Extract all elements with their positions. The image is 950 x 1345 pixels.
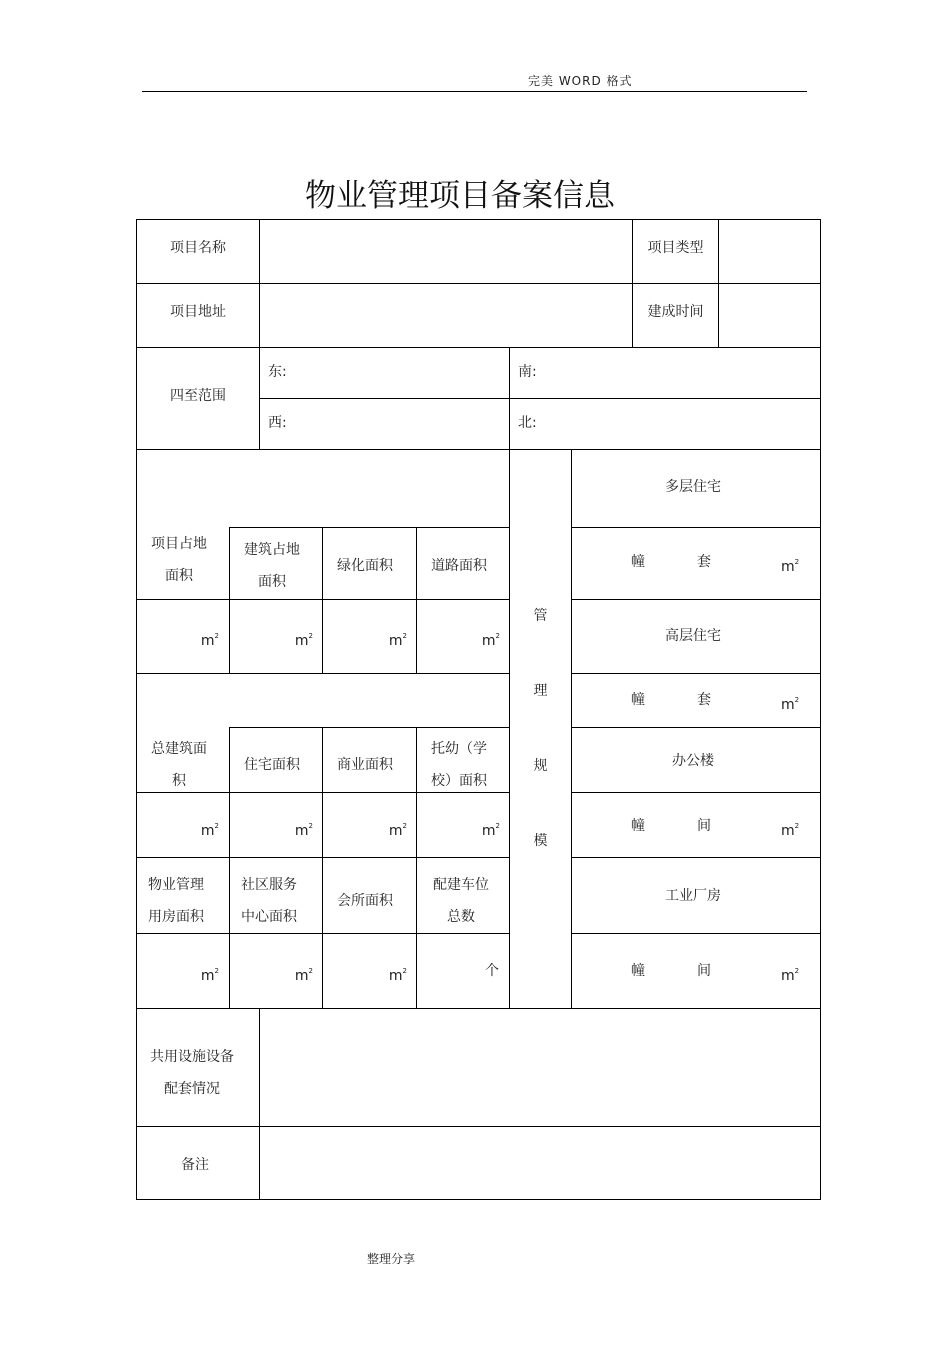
high-rise-bldg-unit: 幢 <box>631 692 645 708</box>
total-construction-unit: $m^2$ <box>200 822 219 839</box>
shared-facilities-label-line1: 共用设施设备 <box>150 1049 234 1065</box>
office-area-unit: $m^2$ <box>781 822 800 839</box>
shared-facilities-label-line2: 配套情况 <box>164 1081 220 1097</box>
factory-area-unit: $m^2$ <box>781 967 800 984</box>
building-footprint-label-line2: 面积 <box>258 574 286 590</box>
rule-h <box>571 527 821 528</box>
rule-v <box>718 219 719 348</box>
road-area-unit: $m^2$ <box>481 632 500 649</box>
high-rise-area-unit: $m^2$ <box>781 696 800 713</box>
table-border-right <box>820 219 821 1200</box>
header-rule <box>142 91 807 92</box>
green-area-label: 绿化面积 <box>337 558 393 574</box>
high-rise-residential-label: 高层住宅 <box>665 628 721 644</box>
community-center-label-line2: 中心面积 <box>241 909 297 925</box>
multi-storey-residential-label: 多层住宅 <box>665 479 721 495</box>
boundary-north: 北: <box>518 415 537 431</box>
page-footer: 整理分享 <box>367 1252 416 1266</box>
boundary-west: 西: <box>268 415 287 431</box>
parking-label-line1: 配建车位 <box>433 877 489 893</box>
high-rise-set-unit: 套 <box>697 692 711 708</box>
green-area-unit: $m^2$ <box>388 632 407 649</box>
rule-h <box>136 673 510 674</box>
building-footprint-unit: $m^2$ <box>294 632 313 649</box>
rule-h <box>136 599 510 600</box>
rule-h <box>136 857 510 858</box>
project-type-label: 项目类型 <box>647 240 704 256</box>
document-title: 物业管理项目备案信息 <box>305 178 615 214</box>
remarks-label: 备注 <box>181 1157 209 1173</box>
road-area-label: 道路面积 <box>431 558 487 574</box>
rule-h <box>571 792 821 793</box>
community-center-label-line1: 社区服务 <box>241 877 297 893</box>
community-center-unit: $m^2$ <box>294 967 313 984</box>
table-border-bottom <box>136 1199 821 1200</box>
rule-v <box>571 449 572 1009</box>
rule-h <box>571 727 821 728</box>
school-area-unit: $m^2$ <box>481 822 500 839</box>
total-construction-label-line1: 总建筑面 <box>151 741 207 757</box>
factory-bldg-unit: 幢 <box>631 963 645 979</box>
land-area-unit: $m^2$ <box>200 632 219 649</box>
rule-h <box>229 527 510 528</box>
rule-h <box>229 727 510 728</box>
rule-h <box>571 933 821 934</box>
office-building-label: 办公楼 <box>672 753 714 769</box>
rule-h <box>259 398 821 399</box>
pm-office-label-line1: 物业管理 <box>148 877 204 893</box>
pm-office-unit: $m^2$ <box>200 967 219 984</box>
office-room-unit: 间 <box>697 818 711 834</box>
land-area-label-line1: 项目占地 <box>151 536 207 552</box>
commercial-area-unit: $m^2$ <box>388 822 407 839</box>
parking-count-unit: 个 <box>485 963 499 979</box>
multi-storey-bldg-unit: 幢 <box>631 554 645 570</box>
industrial-plant-label: 工业厂房 <box>665 888 721 904</box>
scale-label-char-1: 管 <box>533 608 548 624</box>
boundary-label: 四至范围 <box>170 388 226 404</box>
school-area-label-line2: 校）面积 <box>431 773 487 789</box>
rule-h <box>571 673 821 674</box>
factory-room-unit: 间 <box>697 963 711 979</box>
scale-label-char-2: 理 <box>533 683 548 699</box>
pm-office-label-line2: 用房面积 <box>148 909 204 925</box>
multi-storey-set-unit: 套 <box>697 554 711 570</box>
school-area-label-line1: 托幼（学 <box>431 741 487 757</box>
commercial-area-label: 商业面积 <box>337 757 393 773</box>
rule-v <box>259 1008 260 1200</box>
built-time-label: 建成时间 <box>647 304 704 320</box>
rule-v <box>259 219 260 450</box>
rule-h <box>136 1126 821 1127</box>
residential-area-label: 住宅面积 <box>244 757 300 773</box>
rule-h <box>136 1008 821 1009</box>
residential-area-unit: $m^2$ <box>294 822 313 839</box>
total-construction-label-line2: 积 <box>172 773 186 789</box>
rule-h <box>136 933 510 934</box>
scale-label-char-4: 模 <box>533 833 548 849</box>
land-area-label-line2: 面积 <box>165 568 193 584</box>
project-address-label: 项目地址 <box>170 304 226 320</box>
rule-h <box>136 449 821 450</box>
office-bldg-unit: 幢 <box>631 818 645 834</box>
boundary-south: 南: <box>518 364 537 380</box>
building-footprint-label-line1: 建筑占地 <box>244 542 300 558</box>
club-area-label: 会所面积 <box>337 893 393 909</box>
rule-h <box>571 599 821 600</box>
rule-h <box>571 857 821 858</box>
page-header: 完美 WORD 格式 <box>528 74 633 88</box>
boundary-east: 东: <box>268 364 287 380</box>
multi-storey-area-unit: $m^2$ <box>781 558 800 575</box>
scale-label-char-3: 规 <box>533 758 548 774</box>
project-name-label: 项目名称 <box>170 240 226 256</box>
parking-label-line2: 总数 <box>447 909 475 925</box>
club-area-unit: $m^2$ <box>388 967 407 984</box>
